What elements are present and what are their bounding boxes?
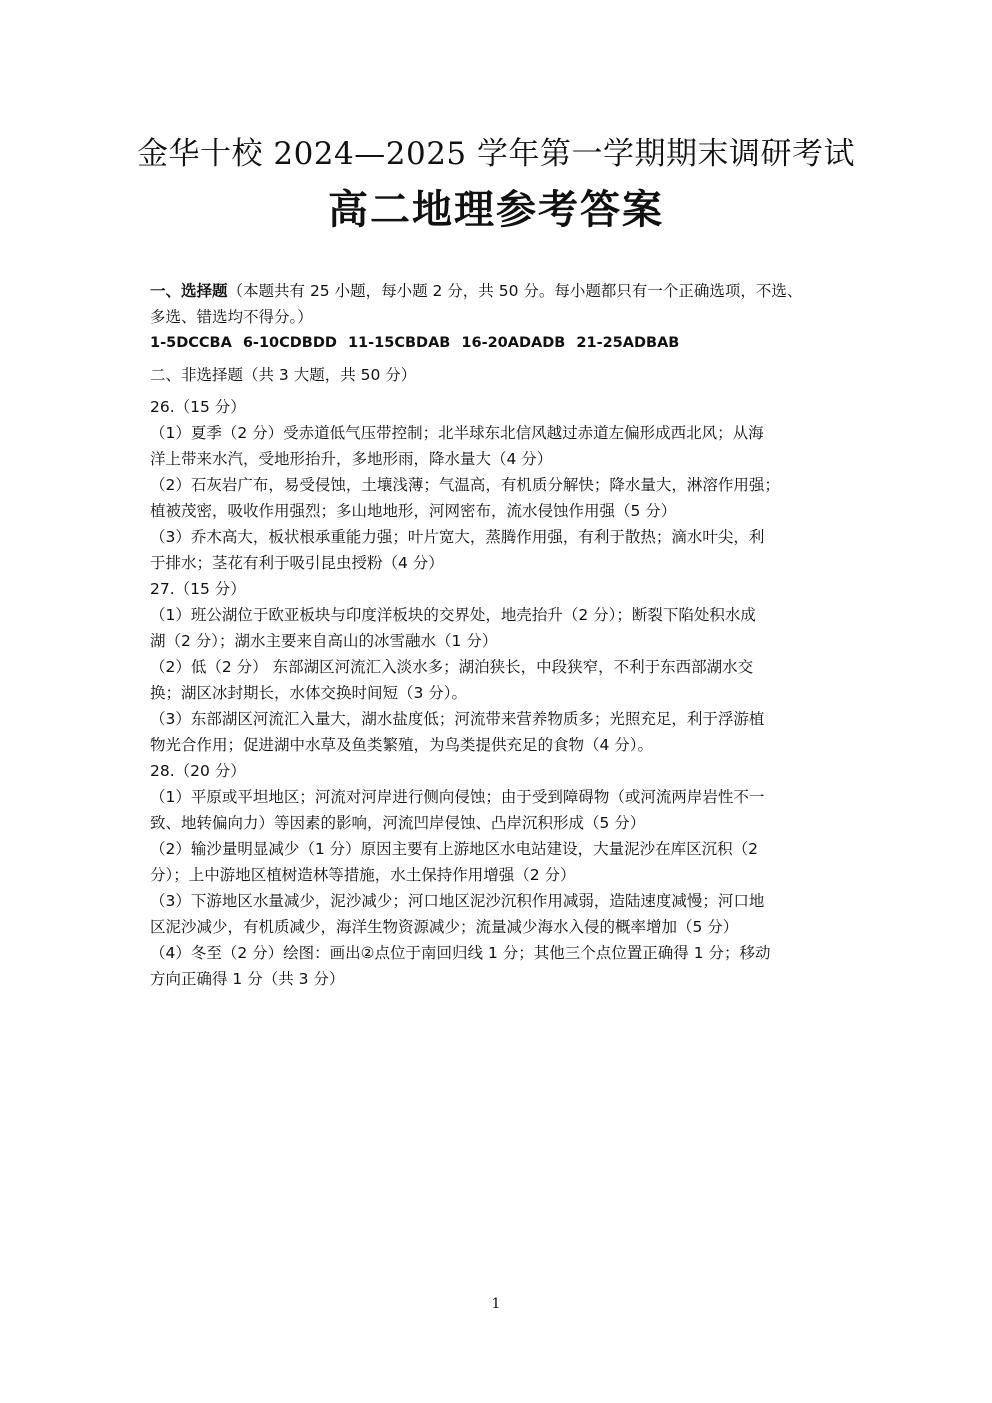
section1-line1 [150,278,850,304]
section1-heading: 一、选择题 [150,282,228,300]
q27-line: 换；湖区冰封期长，水体交换时间短（3 分）。 [150,684,468,702]
section2-heading: 二、非选择题（共 3 大题，共 50 分） [150,366,417,384]
q27-line: 物光合作用；促进湖中水草及鱼类繁殖，为鸟类提供充足的食物（4 分）。 [150,736,654,754]
q28-line: 致、地转偏向力）等因素的影响，河流凹岸侵蚀、凸岸沉积形成（5 分） [150,814,646,832]
q27-line: （3）东部湖区河流汇入量大，湖水盐度低；河流带来营养物质多；光照充足，利于浮游植 [150,710,765,728]
q28-line: 分）；上中游地区植树造林等措施，水土保持作用增强（2 分） [150,866,576,884]
q28-line: （3）下游地区水量减少，泥沙减少；河口地区泥沙沉积作用减弱，造陆速度减慢；河口地 [150,892,765,910]
q28-line: （2）输沙量明显减少（1 分）原因主要有上游地区水电站建设，大量泥沙在库区沉积（2 [150,840,759,858]
q27-line: 湖（2 分）；湖水主要来自高山的冰雪融水（1 分） [150,632,498,650]
q28-line: （4）冬至（2 分）绘图：画出②点位于南回归线 1 分；其他三个点位置正确得 1 分；移动 [150,944,771,962]
q26-line: 植被茂密，吸收作用强烈；多山地地形，河网密布，流水侵蚀作用强（5 分） [150,502,677,520]
q26-line: （3）乔木高大，板状根承重能力强；叶片宽大，蒸腾作用强，有利于散热；滴水叶尖，利 [150,528,765,546]
mcq-answers: 1-5DCCBA 6-10CDBDD 11-15CBDAB 16-20ADADB 21-25ADBAB [150,335,680,351]
exam-title: 金华十校 2024—2025 学年第一学期期末调研考试 [137,136,855,172]
answer-content [150,278,850,992]
q26-title: 26.（15 分） [150,398,246,416]
q28-title: 28.（20 分） [150,762,246,780]
section1-description-cont: 多选、错选均不得分。） [150,308,313,326]
q26-line: 洋上带来水汽，受地形抬升，多地形雨，降水量大（4 分） [150,450,553,468]
q26-line: 于排水；茎花有利于吸引昆虫授粉（4 分） [150,554,444,572]
q28-line: 区泥沙减少，有机质减少，海洋生物资源减少；流量减少海水入侵的概率增加（5 分） [150,918,739,936]
page-number: 1 [491,1296,501,1312]
q27-title: 27.（15 分） [150,580,246,598]
q26-line: （1）夏季（2 分）受赤道低气压带控制；北半球东北信风越过赤道左偏形成西北风；从海 [150,424,764,442]
q28-line: （1）平原或平坦地区；河流对河岸进行侧向侵蚀；由于受到障碍物（或河流两岸岩性不一 [150,788,765,806]
answer-key-title: 高二地理参考答案 [328,187,664,233]
q27-line: （1）班公湖位于欧亚板块与印度洋板块的交界处，地壳抬升（2 分）；断裂下陷处积水成 [150,606,756,624]
q27-line: （2）低（2 分） 东部湖区河流汇入淡水多；湖泊狭长，中段狭窄，不利于东西部湖水交 [150,658,754,676]
q28-line: 方向正确得 1 分（共 3 分） [150,970,345,988]
section1-description: （本题共有 25 小题，每小题 2 分，共 50 分。每小题都只有一个正确选项，不选、 [227,282,803,300]
q26-line: （2）石灰岩广布，易受侵蚀，土壤浅薄；气温高，有机质分解快；降水量大，淋溶作用强； [150,476,780,494]
